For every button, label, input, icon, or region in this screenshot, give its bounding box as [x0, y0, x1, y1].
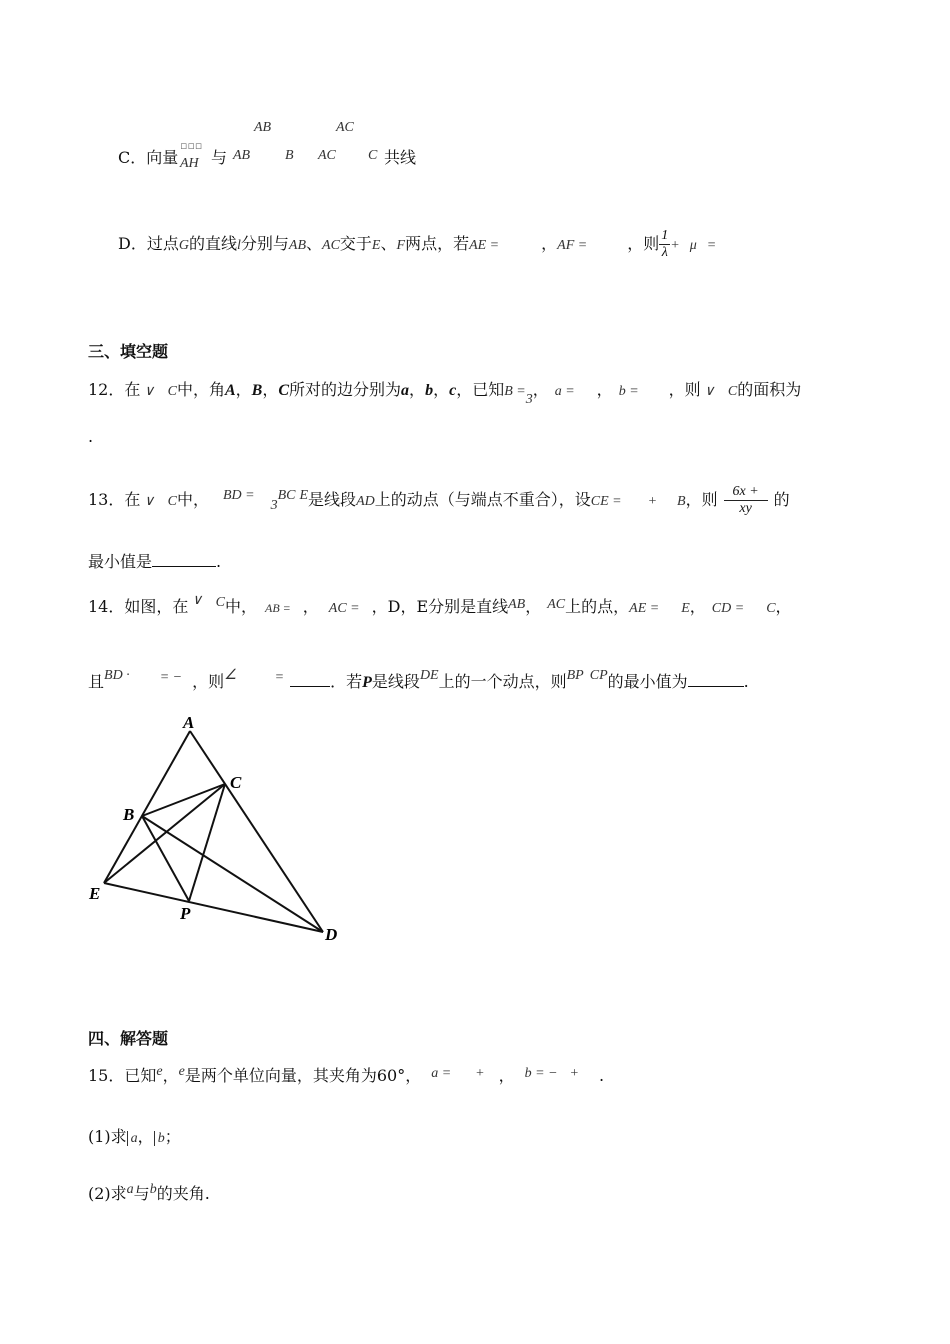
q13-answer-blank[interactable]	[152, 552, 216, 567]
option-d-prefix: D．过点	[118, 234, 179, 253]
q13-ad: AD	[356, 494, 375, 509]
figure-lines	[104, 731, 323, 932]
q14-and: 且	[88, 672, 105, 691]
option-d-t1: 的直线	[188, 234, 237, 253]
q15-2-b: b	[149, 1182, 157, 1197]
q14-t8: 的最小值为	[607, 672, 688, 691]
line-l: l	[236, 238, 241, 253]
q14-cp: CP	[589, 668, 608, 683]
q14-answer-blank-1[interactable]	[290, 672, 330, 687]
section-heading-answer: 四、解答题	[88, 1029, 169, 1048]
q15-2-text: (2)求	[88, 1184, 127, 1203]
vector-arrow-icon: ▫▫▫	[180, 139, 203, 152]
q12-A: A	[224, 382, 236, 399]
q14-t7: 上的一个动点，则	[438, 672, 567, 691]
line-ed	[104, 883, 323, 932]
q15-2-mid: 与	[133, 1184, 150, 1203]
q12-c: C	[167, 384, 177, 399]
q14-t1: 中，	[224, 597, 257, 616]
q14-end: .	[743, 672, 749, 691]
q15-e1: e	[156, 1064, 163, 1079]
q15-2-end: 的夹角.	[156, 1184, 210, 1203]
question-15-part-1	[88, 1124, 181, 1147]
question-15-part-2	[88, 1181, 210, 1204]
option-d-t7: ，	[541, 234, 558, 253]
q14-t6: 是线段	[371, 672, 420, 691]
q13-three: 3	[270, 498, 278, 513]
line-cp	[189, 784, 225, 901]
q14-t4: ，则	[192, 672, 225, 691]
q15-plus1: +	[475, 1066, 485, 1081]
q15-1-b: b	[154, 1131, 165, 1146]
q12-t4: ，则	[668, 380, 701, 399]
q12-t5: 的面积为	[737, 380, 802, 399]
q14-line2	[88, 669, 749, 692]
question-15: 15．已知e，e是两个单位向量，其夹角为60°， a = + ， b = − + .	[88, 1064, 605, 1085]
q15-1-text: (1)求	[88, 1127, 127, 1146]
q14-e: E	[681, 601, 690, 616]
point-f: F	[396, 238, 406, 253]
q15-t1: ，	[162, 1066, 179, 1085]
q12-t3: ，已知	[456, 380, 505, 399]
vec-ab-bot: AB	[233, 148, 251, 163]
q14-t3: 上的点，	[565, 597, 630, 616]
q12-b: b	[425, 382, 434, 399]
q14-ac-line: AC	[547, 597, 566, 612]
triangle-figure	[85, 710, 355, 950]
option-d-t4: 交于	[339, 234, 372, 253]
triangle-icon: ∨	[140, 494, 158, 509]
q13-b: B	[677, 494, 686, 509]
q13-t3: 上的动点（与端点不重合），设	[374, 490, 591, 509]
q14-number: 14．如图，在	[88, 597, 189, 616]
option-c-label: C．向量	[118, 148, 179, 167]
q14-bp: BP	[566, 668, 584, 683]
q12-end: .	[88, 427, 94, 446]
q12-den: 3	[525, 392, 533, 407]
q15-plus2: +	[569, 1066, 579, 1081]
q14-eq2: =	[274, 670, 285, 685]
question-13	[88, 484, 790, 517]
q12-B: B	[251, 382, 263, 399]
q13-plus: +	[647, 494, 658, 509]
q13-t1: 中，	[176, 490, 209, 509]
q12-c2: C	[727, 384, 738, 399]
plus-sign: +	[670, 238, 680, 253]
q13-bd: BD =	[222, 488, 255, 503]
option-d	[118, 228, 716, 261]
section-heading-fill-blank: 三、填空题	[88, 342, 169, 361]
label-e: E	[89, 884, 101, 903]
q15-a: a =	[431, 1066, 452, 1081]
q13-t5: 的	[773, 490, 790, 509]
q12-b-eq: B =	[504, 384, 526, 399]
q15-t2: 是两个单位向量，其夹角为60°，	[184, 1066, 422, 1085]
q14-bd: BD ·	[104, 668, 130, 683]
q13-c: C	[167, 494, 177, 509]
option-d-t2: 分别与	[240, 234, 289, 253]
q15-end: .	[598, 1066, 605, 1085]
point-e: E	[371, 238, 381, 253]
triangle-icon: ∨	[188, 593, 206, 608]
q15-1-end: ；	[164, 1127, 181, 1146]
vec-ac-top: AC	[336, 120, 354, 135]
point-g: G	[178, 238, 189, 253]
line-bd	[142, 816, 323, 932]
q13-ce: CE =	[590, 494, 622, 509]
q14-cd: CD =	[711, 601, 745, 616]
q13-line2	[88, 549, 221, 572]
line-bc	[142, 784, 225, 816]
vec-ae: AE =	[469, 238, 500, 253]
point-b: B	[285, 148, 294, 163]
question-12: 12．在 ∨ C中，角A，B，C所对的边分别为a，b，c，已知B =3， a = ， b = ，则 ∨ C的面积为	[88, 380, 802, 407]
q14-answer-blank-2[interactable]	[688, 672, 744, 687]
line-bp	[142, 816, 189, 901]
q14-ae: AE =	[629, 601, 660, 616]
mu: μ	[689, 238, 697, 253]
vec-af: AF =	[557, 238, 588, 253]
label-d: D	[325, 925, 338, 944]
q14-t2: ，D，E分别是直线	[371, 597, 509, 616]
triangle-icon: ∨	[140, 384, 158, 399]
q13-number: 13．在	[88, 490, 141, 509]
line-ae	[104, 731, 190, 883]
label-a: A	[183, 713, 195, 732]
q13-t4: ，则	[685, 490, 718, 509]
vec-ah: AH	[180, 156, 199, 171]
fraction-1-lambda: $\frac{1}{\lambda}$	[661, 228, 669, 260]
q14-ab-line: AB	[508, 597, 526, 612]
point-c: C	[368, 148, 378, 163]
option-d-t5: 、	[380, 234, 397, 253]
option-d-t3: 、	[306, 234, 323, 253]
seg-ac: AC	[322, 238, 340, 253]
angle-icon: ∠	[224, 668, 237, 683]
q13-bc: BC	[277, 488, 296, 503]
q14-t5: ．若	[330, 672, 363, 691]
option-c-mid: 与	[211, 148, 228, 167]
vec-ac-bot: AC	[318, 148, 336, 163]
q13-line2-text: 最小值是	[88, 552, 153, 571]
q14-de: DE	[419, 668, 439, 683]
label-c: C	[230, 773, 242, 792]
q13-e: E	[299, 488, 309, 503]
triangle-icon-2: ∨	[700, 384, 718, 399]
option-d-t8: ，则	[627, 234, 660, 253]
option-c-tail: 共线	[384, 148, 417, 167]
equals-sign: =	[706, 238, 717, 253]
q12-a: a	[401, 382, 410, 399]
q12-c-side: c	[449, 382, 457, 399]
q15-e2: e	[178, 1064, 185, 1079]
q14-eqm: = −	[159, 670, 183, 685]
q12-a-eq: a =	[554, 384, 575, 399]
q13-fraction: $\frac{6x +}{xy}$	[724, 484, 768, 517]
option-d-t6: 两点，若	[405, 234, 470, 253]
label-p: P	[180, 904, 191, 923]
q12-t2: 所对的边分别为	[289, 380, 402, 399]
q15-2-a: a	[126, 1182, 134, 1197]
q12-b2-eq: b =	[618, 384, 639, 399]
q14-ac: AC =	[328, 601, 360, 616]
q12-number: 12．在	[88, 380, 141, 399]
q12-t1: 中，角	[176, 380, 225, 399]
q14-p: P	[362, 674, 372, 691]
q12-C: C	[278, 382, 290, 399]
seg-ab: AB	[288, 238, 306, 253]
q13-end: .	[216, 552, 222, 571]
q15-b: b = −	[524, 1066, 558, 1081]
q14-c: C	[215, 595, 225, 610]
vec-ab-top: AB	[254, 120, 272, 135]
q15-1-sep: ，	[137, 1127, 154, 1146]
q13-t2: 是线段	[308, 490, 357, 509]
label-b: B	[123, 805, 135, 824]
question-14: 14．如图，在 ∨ C中， AB = ， AC = ，D，E分别是直线AB， AC上的点，AE = E， CD = C，	[88, 593, 792, 616]
q14-ab: AB =	[264, 601, 291, 615]
q14-c2: C	[766, 601, 776, 616]
line-ec	[104, 784, 225, 883]
q15-1-a: a	[127, 1131, 138, 1146]
q15-number: 15．已知	[88, 1066, 157, 1085]
